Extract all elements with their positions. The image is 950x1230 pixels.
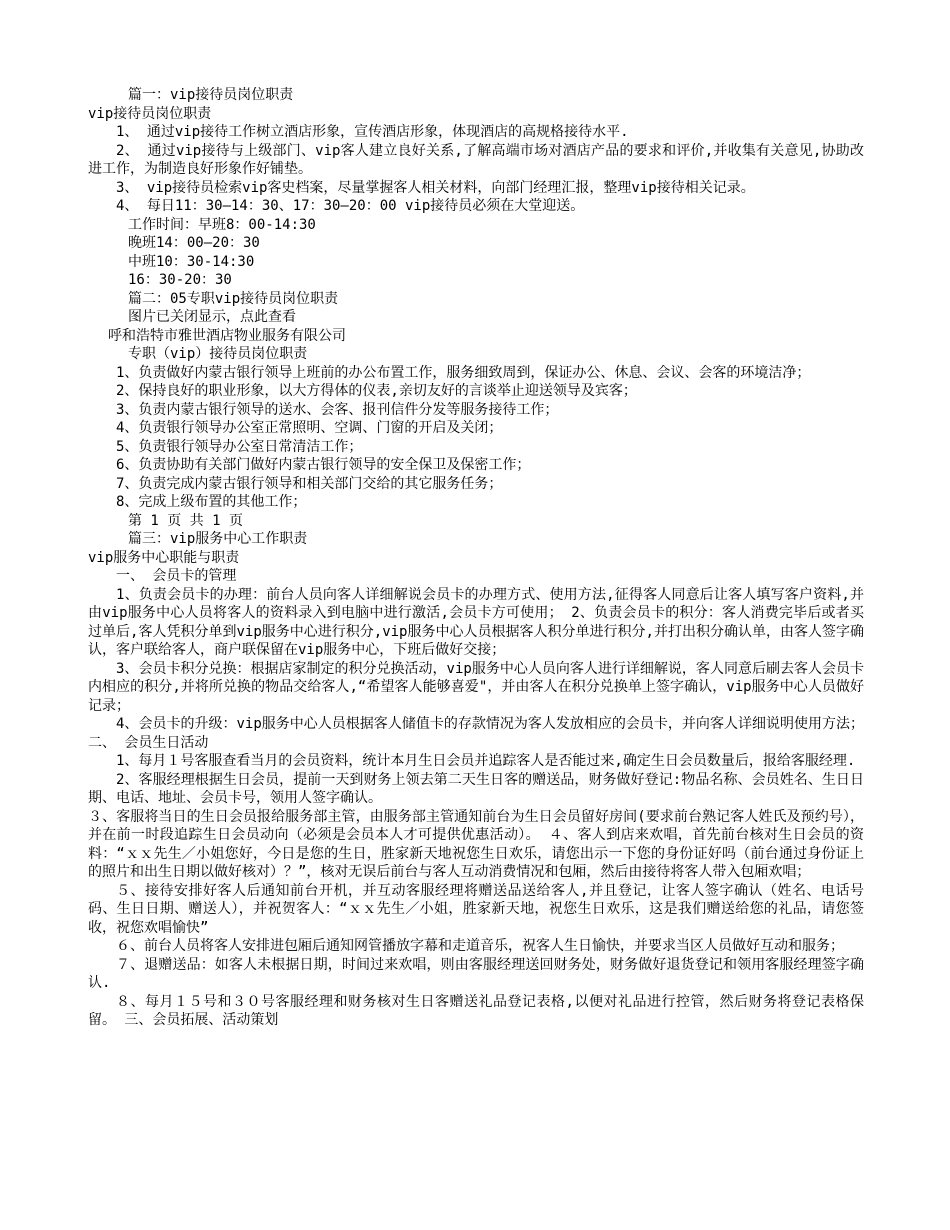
paragraph: 3、 vip接待员检索vip客史档案，尽量掌握客人相关材料，向部门经理汇报，整理vip接待相关记录。: [116, 179, 755, 196]
paragraph: ７、退赠送品：如客人未根据日期，时间过来欢唱，则由客服经理送回财务处，财务做好退货登记和领用客服经理签字确认.: [88, 956, 864, 991]
paragraph: 3、会员卡积分兑换：根据店家制定的积分兑换活动，vip服务中心人员向客人进行详细解说，客人同意后刷去客人会员卡内相应的积分,并将所兑换的物品交给客人,“希望客人能够喜爱"，并由客人在积分兑换单上签字确认，vip服务中心人员做好记录；: [88, 660, 864, 714]
paragraph: 4、负责银行领导办公室正常照明、空调、门窗的开启及关闭；: [116, 420, 503, 436]
paragraph: 8、完成上级布置的其他工作；: [116, 494, 307, 510]
paragraph: 1、负责做好内蒙古银行领导上班前的办公布置工作，服务细致周到，保证办公、休息、会议、会客的环境洁净；: [116, 364, 811, 381]
image-placeholder-link[interactable]: 图片已关闭显示，点此查看: [128, 309, 296, 325]
section-heading-1: 篇一：vip接待员岗位职责: [128, 87, 294, 103]
document-body: [88, 86, 873, 1030]
paragraph: 5、负责银行领导办公室日常清洁工作；: [116, 438, 363, 455]
schedule-line: 晚班14：00—20：30: [128, 235, 260, 251]
doc-title-2: 专职（vip）接待员岗位职责: [128, 346, 308, 362]
paragraph: 7、负责完成内蒙古银行领导和相关部门交给的其它服务任务；: [116, 475, 503, 492]
doc-title-1: vip接待员岗位职责: [88, 105, 212, 122]
paragraph: 2、客服经理根据生日会员，提前一天到财务上领去第二天生日客的赠送品，财务做好登记:物品名称、会员姓名、生日日期、电话、地址、会员卡号，领用人签字确认。: [88, 771, 864, 806]
schedule-line: 16：30-20：30: [128, 272, 232, 288]
paragraph: ８、每月１５号和３０号客服经理和财务核对生日客赠送礼品登记表格,以便对礼品进行控管，然后财务将登记表格保留。 三、会员拓展、活动策划: [88, 993, 864, 1028]
schedule-line: 工作时间：早班8：00-14:30: [128, 216, 316, 233]
paragraph: ６、前台人员将客人安排进包厢后通知网管播放字幕和走道音乐，祝客人生日愉快，并要求当区人员做好互动和服务；: [116, 938, 844, 954]
paragraph: 3、负责内蒙古银行领导的送水、会客、报刊信件分发等服务接待工作；: [116, 401, 559, 418]
section-heading-2: 篇二：05专职vip接待员岗位职责: [128, 290, 339, 307]
paragraph: ３、客服将当日的生日会员报给服务部主管，由服务部主管通知前台为生日会员留好房间(要求前台熟记客人姓氏及预约号），并在前一时段追踪生日会员动向（必须是会员本人才可提供优惠活动）。 ４、客人到店来欢唱，首先前台核对生日会员的资料：“ｘｘ先生／小姐您好，今日是您的生日，胜家新天地祝您生日欢乐，请您出示一下您的身份证好吗（前台通过身份证上的照片和出生日期以做好核对）？”，核对无误后前台与客人互动消费情况和包厢，然后由接待将客人带入包厢欢唱；: [88, 808, 864, 880]
doc-title-3: vip服务中心职能与职责: [88, 549, 240, 566]
paragraph: 4、会员卡的升级：vip服务中心人员根据客人储值卡的存款情况为客人发放相应的会员卡，并向客人详细说明使用方法； 二、 会员生日活动: [88, 716, 873, 751]
subsection-heading: 一、 会员卡的管理: [116, 568, 237, 584]
paragraph: 2、保持良好的职业形象，以大方得体的仪表,亲切友好的言谈举止迎送领导及宾客；: [116, 383, 637, 399]
page-number: 第 1 页 共 1 页: [128, 512, 244, 529]
section-heading-3: 篇三：vip服务中心工作职责: [128, 531, 308, 547]
schedule-line: 中班10：30-14:30: [128, 253, 255, 270]
paragraph: 1、负责会员卡的办理：前台人员向客人详细解说会员卡的办理方式、使用方法,征得客人同意后让客人填写客户资料,并由vip服务中心人员将客人的资料录入到电脑中进行激活,会员卡方可使用； 2、负责会员卡的积分：客人消费完毕后或者买过单后,客人凭积分单到vip服务中心进行积分,vip服务中心人员根据客人积分单进行积分,并打出积分确认单，由客人签字确认，客户联给客人，商户联保留在vip服务中心，下班后做好交接；: [88, 586, 864, 658]
paragraph: 2、 通过vip接待与上级部门、vip客人建立良好关系,了解高端市场对酒店产品的要求和评价,并收集有关意见,协助改进工作，为制造良好形象作好铺垫。: [88, 142, 864, 177]
paragraph: 4、 每日11：30—14：30、17：30—20：00 vip接待员必须在大堂迎送。: [116, 198, 585, 214]
company-name: 呼和浩特市雅世酒店物业服务有限公司: [108, 327, 346, 344]
paragraph: 6、负责协助有关部门做好内蒙古银行领导的安全保卫及保密工作；: [116, 457, 531, 473]
paragraph: ５、接待安排好客人后通知前台开机，并互动客服经理将赠送品送给客人,并且登记，让客人签字确认（姓名、电话号码、生日日期、赠送人），并祝贺客人：“ｘｘ先生／小姐，胜家新天地，祝您生日欢乐，这是我们赠送给您的礼品，请您签收，祝您欢唱愉快”: [88, 882, 864, 936]
paragraph: 1、每月１号客服查看当月的会员资料，统计本月生日会员并追踪客人是否能过来,确定生日会员数量后，报给客服经理.: [116, 753, 856, 769]
paragraph: 1、 通过vip接待工作树立酒店形象，宣传酒店形象，体现酒店的高规格接待水平.: [116, 124, 629, 140]
